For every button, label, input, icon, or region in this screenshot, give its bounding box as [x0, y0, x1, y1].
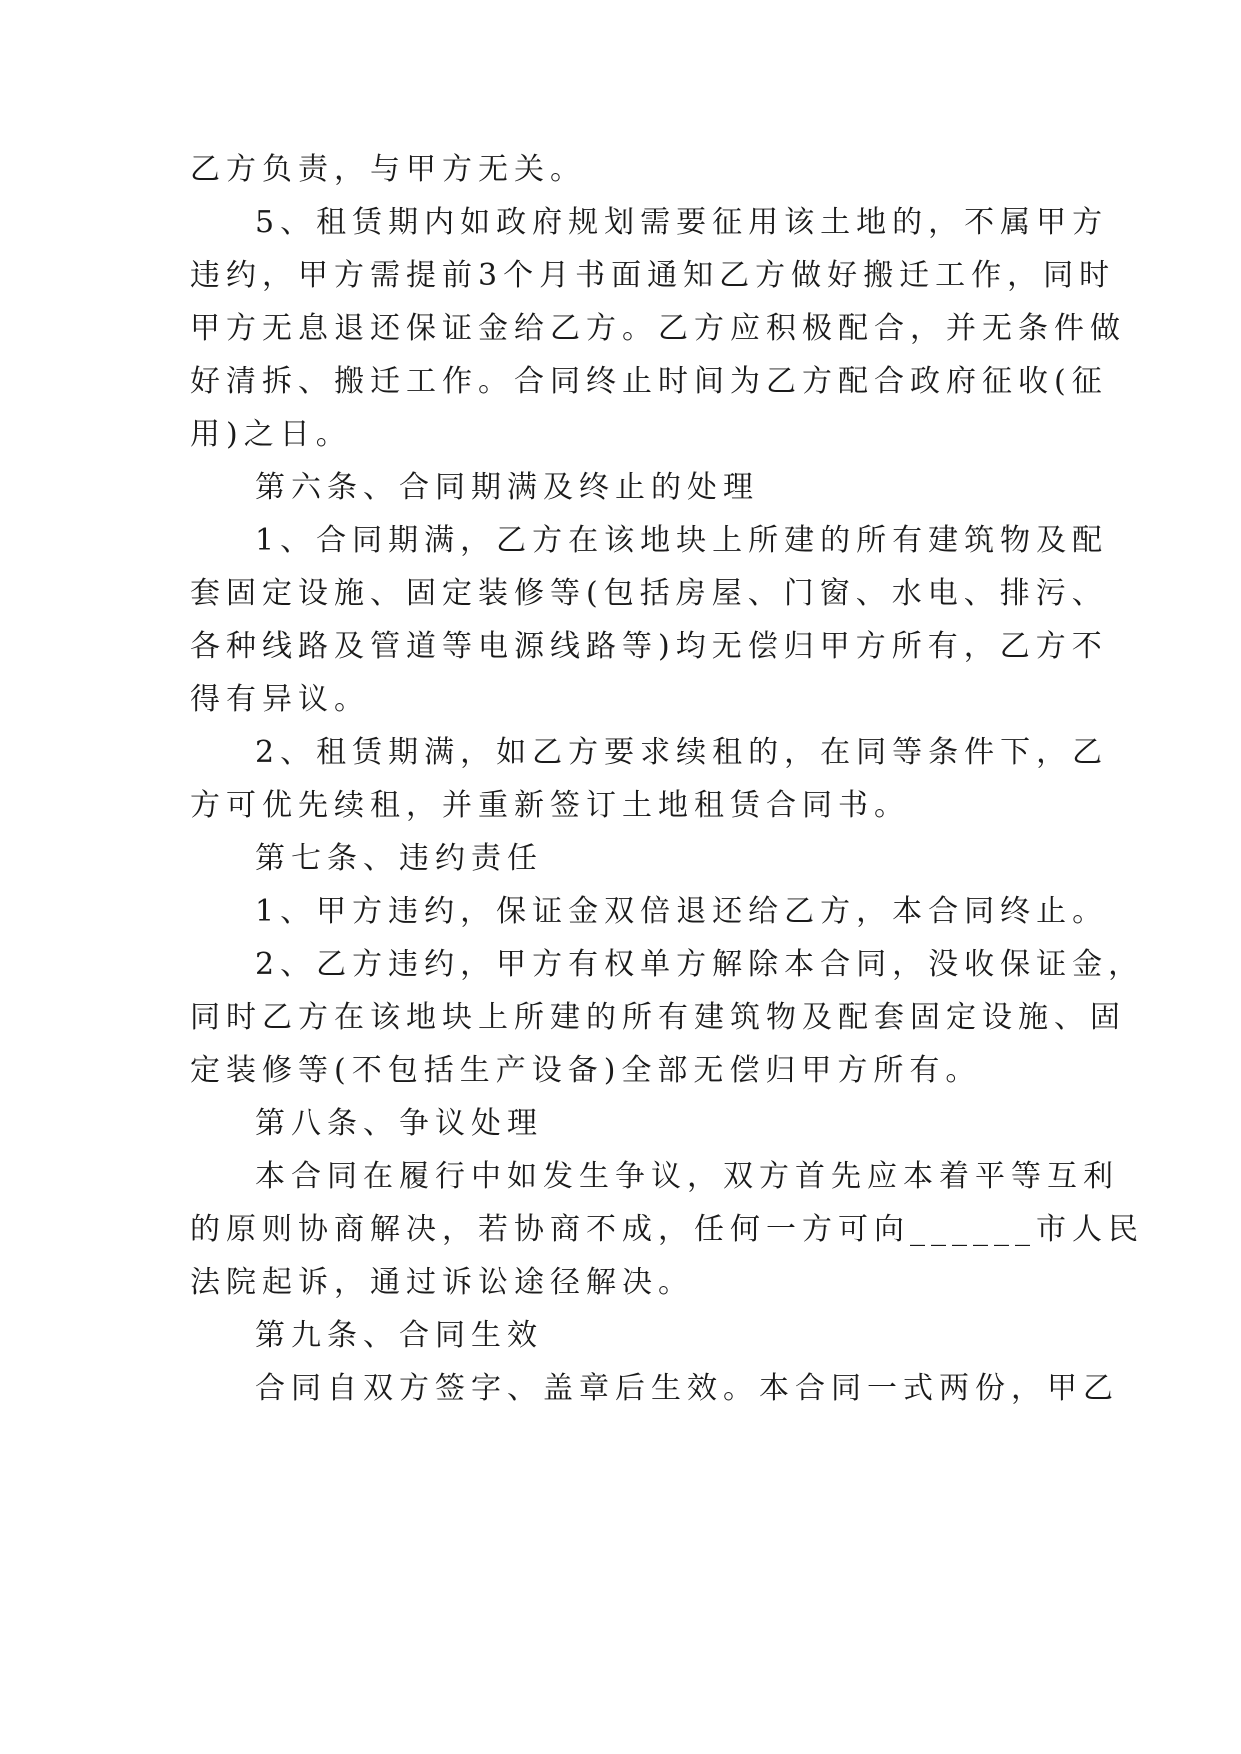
text-line-18: 定装修等(不包括生产设备)全部无偿归甲方所有。 [190, 1053, 982, 1088]
text-line-5: 好清拆、搬迁工作。合同终止时间为乙方配合政府征收(征 [190, 364, 1108, 399]
text-line-6: 用)之日。 [190, 417, 352, 452]
text-line-9: 套固定设施、固定装修等(包括房屋、门窗、水电、排污、 [190, 576, 1108, 611]
text-line-4: 甲方无息退还保证金给乙方。乙方应积极配合，并无条件做 [190, 311, 1126, 346]
text-line-1: 乙方负责，与甲方无关。 [190, 152, 586, 187]
text-line-3: 违约，甲方需提前3个月书面通知乙方做好搬迁工作，同时 [190, 258, 1116, 293]
text-line-8: 1、合同期满，乙方在该地块上所建的所有建筑物及配 [255, 523, 1109, 558]
text-line-24: 合同自双方签字、盖章后生效。本合同一式两份，甲乙 [255, 1371, 1119, 1406]
text-line-2: 5、租赁期内如政府规划需要征用该土地的，不属甲方 [255, 205, 1109, 240]
text-line-16: 2、乙方违约，甲方有权单方解除本合同，没收保证金， [255, 947, 1145, 982]
text-line-12: 2、租赁期满，如乙方要求续租的，在同等条件下，乙 [255, 735, 1109, 770]
text-line-15: 1、甲方违约，保证金双倍退还给乙方，本合同终止。 [255, 894, 1109, 929]
section-heading-8: 第八条、争议处理 [255, 1106, 543, 1141]
text-line-21: 的原则协商解决，若协商不成，任何一方可向______市人民 [190, 1212, 1144, 1247]
text-line-10: 各种线路及管道等电源线路等)均无偿归甲方所有，乙方不 [190, 629, 1108, 664]
section-heading-9: 第九条、合同生效 [255, 1318, 543, 1353]
section-heading-7: 第七条、违约责任 [255, 841, 543, 876]
text-line-11: 得有异议。 [190, 682, 370, 717]
section-heading-6: 第六条、合同期满及终止的处理 [255, 470, 759, 505]
text-line-17: 同时乙方在该地块上所建的所有建筑物及配套固定设施、固 [190, 1000, 1126, 1035]
text-line-22: 法院起诉，通过诉讼途径解决。 [190, 1265, 694, 1300]
text-line-13: 方可优先续租，并重新签订土地租赁合同书。 [190, 788, 910, 823]
text-line-20: 本合同在履行中如发生争议，双方首先应本着平等互利 [255, 1159, 1119, 1194]
